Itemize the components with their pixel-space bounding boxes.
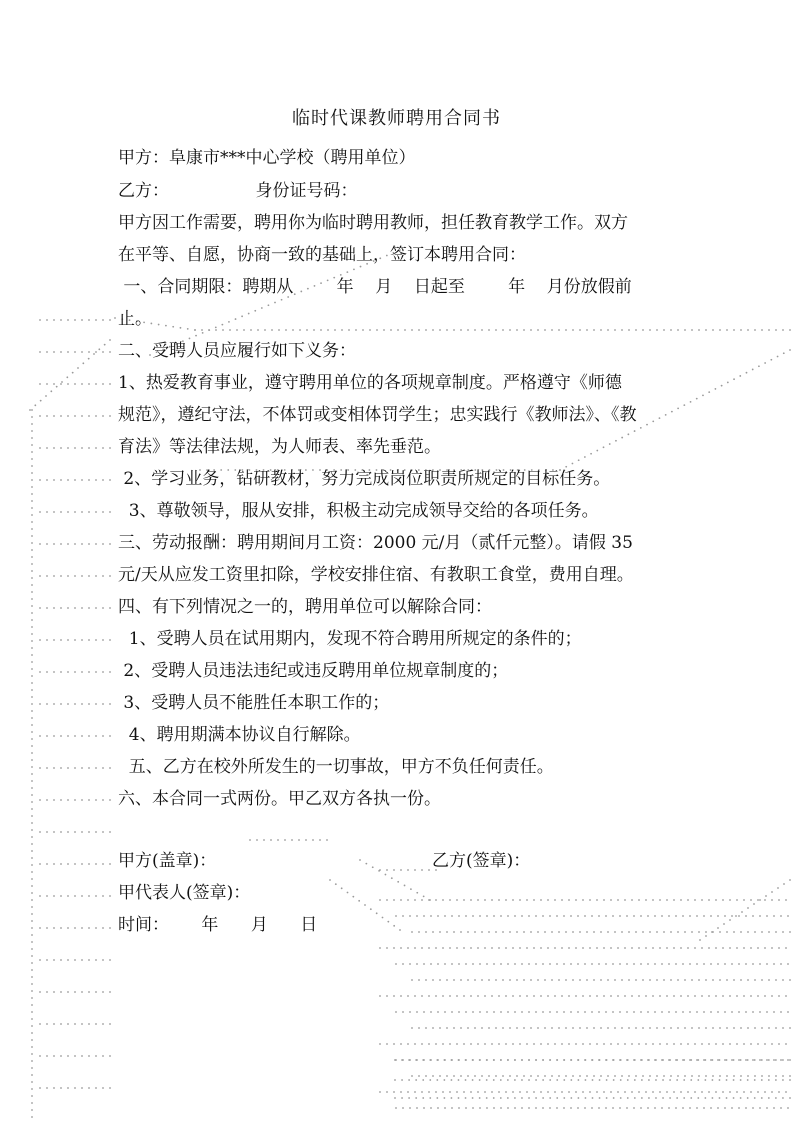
duty-1-line-3: 育法》等法律法规，为人师表、率先垂范。 (118, 437, 441, 457)
contract-term-line-1: 一、合同期限：聘期从 年 月 日起至 年 月份放假前 (118, 277, 632, 297)
duty-2-line: 2、学习业务，钻研教材，努力完成岗位职责所规定的目标任务。 (118, 469, 611, 489)
liability-clause: 五、乙方在校外所发生的一切事故，甲方不负任何责任。 (118, 757, 554, 777)
termination-item-2: 2、受聘人员违法违纪或违反聘用单位规章制度的； (118, 661, 509, 681)
termination-item-3: 3、受聘人员不能胜任本职工作的； (118, 693, 390, 713)
duties-heading: 二、受聘人员应履行如下义务： (118, 341, 356, 361)
termination-item-1: 1、受聘人员在试用期内，发现不符合聘用所规定的条件的； (118, 629, 582, 649)
intro-line-2: 在平等、自愿，协商一致的基础上，签订本聘用合同： (118, 245, 526, 265)
intro-line-1: 甲方因工作需要，聘用你为临时聘用教师，担任教育教学工作。双方 (118, 213, 628, 233)
contract-term-line-2: 止。 (118, 309, 152, 329)
signature-party-a: 甲方(盖章)： (118, 851, 217, 871)
document-title: 临时代课教师聘用合同书 (292, 108, 501, 129)
duty-1-line-1: 1、热爱教育事业，遵守聘用单位的各项规章制度。严格遵守《师德 (118, 373, 622, 393)
pay-line-1: 三、劳动报酬：聘用期间月工资：2000 元/月（贰仟元整）。请假 35 (118, 533, 633, 553)
termination-heading: 四、有下列情况之一的，聘用单位可以解除合同： (118, 597, 492, 617)
signature-representative: 甲代表人(签章)： (118, 883, 251, 903)
party-a-line: 甲方：阜康市***中心学校（聘用单位） (118, 148, 416, 168)
party-b-line: 乙方： 身份证号码： (118, 181, 358, 201)
pay-line-2: 元/天从应发工资里扣除，学校安排住宿、有教职工食堂，费用自理。 (118, 565, 634, 585)
copies-clause: 六、本合同一式两份。甲乙双方各执一份。 (118, 789, 441, 809)
termination-item-4: 4、聘用期满本协议自行解除。 (118, 725, 361, 745)
duty-1-line-2: 规范》，遵纪守法，不体罚或变相体罚学生；忠实践行《教师法》、《教 (118, 405, 637, 425)
duty-3-line: 3、尊敬领导，服从安排，积极主动完成领导交给的各项任务。 (118, 501, 599, 521)
signature-date: 时间： 年 月 日 (118, 915, 318, 935)
signature-party-b: 乙方(签章)： (432, 851, 531, 871)
